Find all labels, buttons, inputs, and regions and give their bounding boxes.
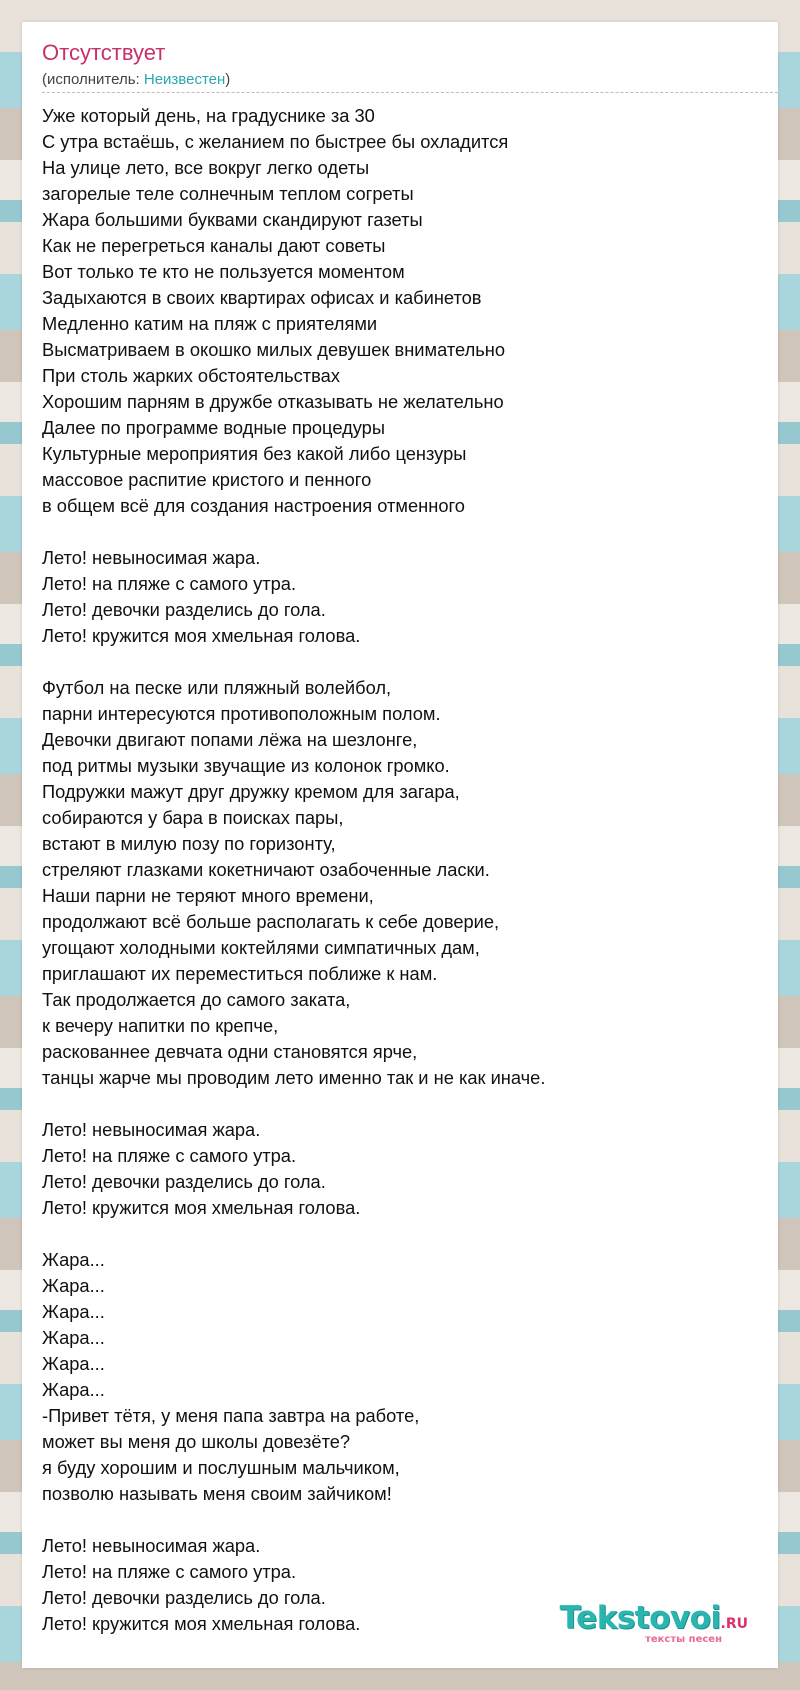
artist-link[interactable]: Неизвестен	[143, 71, 226, 88]
artist-prefix: (исполнитель:	[42, 71, 144, 88]
artist-suffix: )	[225, 71, 231, 88]
logo-tld: .RU	[720, 1616, 748, 1632]
dashed-divider	[42, 92, 778, 93]
lyrics-card	[22, 22, 778, 1668]
song-title: Отсутствует	[42, 40, 166, 65]
site-logo[interactable]	[560, 1602, 748, 1646]
logo-word: Tekstovoi	[559, 1600, 721, 1636]
lyrics-text: Уже который день, на градуснике за 30 С утра встаёшь, с желанием по быстрее бы охладится На улице лето, все вокруг легко одеты загорелые теле солнечным теплом согреты Жара большими буквами скандируют газеты Как не перегреться каналы дают советы Вот только те кто не пользуется моментом Задыхаются в своих квартирах офисах и кабинетов Медленно катим на пляж с приятелями Высматриваем в окошко милых девушек внимательно При столь жарких обстоятельствах Хорошим парням в дружбе отказывать не желательно Далее по программе водные процедуры Культурные мероприятия без какой либо цензуры массовое распитие кристого и пенного в общем всё для создания настроения отменного Лето! невыносимая жара. Лето! на пляже с самого утра. Лето! девочки разделись до гола. Лето! кружится моя хмельная голова. Футбол на песке или пляжный волейбол, парни интересуются противоположным полом. Девочки двигают попами лёжа на шезлонге, под ритмы музыки звучащие из колонок громко. Подружки мажут друг дружку кремом для загара, собираются у бара в поисках пары, встают в милую позу по горизонту, стреляют глазками кокетничают озабоченные ласки. Наши парни не теряют много времени, продолжают всё больше располагать к себе доверие, угощают холодными коктейлями симпатичных дам, приглашают их переместиться поближе к нам. Так продолжается до самого заката, к вечеру напитки по крепче, раскованнее девчата одни становятся ярче, танцы жарче мы проводим лето именно так и не как иначе. Лето! невыносимая жара. Лето! на пляже с самого утра. Лето! девочки разделись до гола. Лето! кружится моя хмельная голова. Жара... Жара... Жара... Жара... Жара... Жара... -Привет тётя, у меня папа завтра на работе, может вы меня до школы довезёте? я буду хорошим и послушным мальчиком, позволю называть меня своим зайчиком! Лето! невыносимая жара. Лето! на пляже с самого утра. Лето! девочки разделись до гола. Лето! кружится моя хмельная голова.	[42, 105, 546, 1634]
logo-tagline: тексты песен	[645, 1634, 722, 1645]
artist-line	[42, 71, 230, 89]
logo-wordmark	[560, 1602, 748, 1634]
